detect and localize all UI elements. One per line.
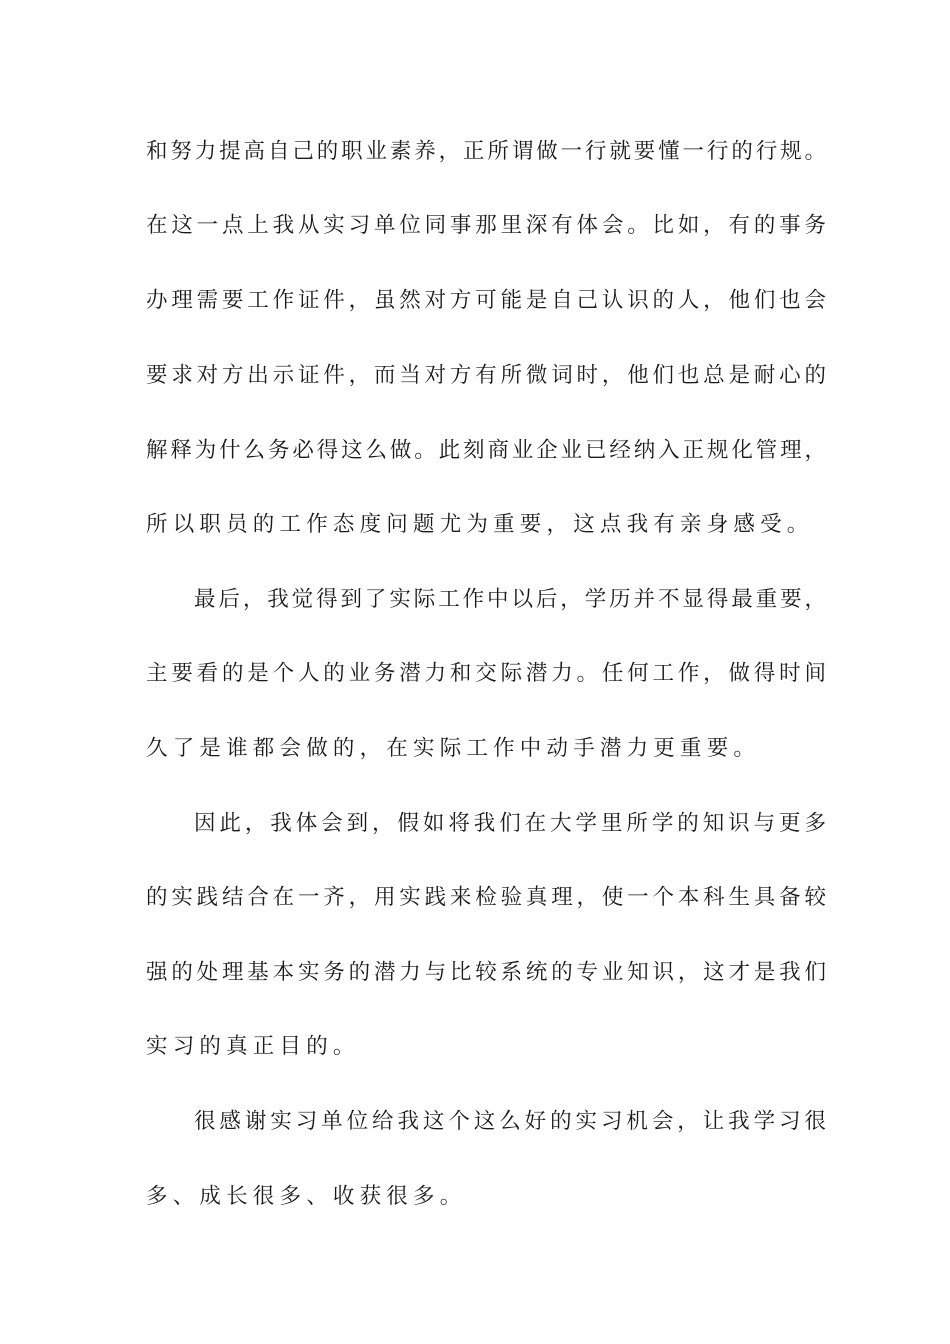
text-line-13: 实习的真正目的。 — [146, 1034, 360, 1059]
text-line-15: 多、成长很多、收获很多。 — [146, 1184, 467, 1209]
text-line-6: 所以职员的工作态度问题尤为重要，这点我有亲身感受。 — [146, 512, 814, 537]
text-line-11: 的实践结合在一齐，用实践来检验真理，使一个本科生具备较 — [146, 885, 826, 910]
text-line-3: 办理需要工作证件，虽然对方可能是自己认识的人，他们也会 — [146, 288, 826, 313]
text-line-5: 解释为什么务必得这么做。此刻商业企业已经纳入正规化管理， — [146, 438, 826, 463]
text-line-8: 主要看的是个人的业务潜力和交际潜力。任何工作，做得时间 — [146, 661, 826, 686]
text-line-7: 最后，我觉得到了实际工作中以后，学历并不显得最重要， — [194, 587, 826, 612]
text-line-4: 要求对方出示证件，而当对方有所微词时，他们也总是耐心的 — [146, 363, 826, 388]
text-line-12: 强的处理基本实务的潜力与比较系统的专业知识，这才是我们 — [146, 960, 826, 985]
text-line-14: 很感谢实习单位给我这个这么好的实习机会，让我学习很 — [194, 1109, 826, 1134]
text-line-1: 和努力提高自己的职业素养，正所谓做一行就要懂一行的行规。 — [146, 139, 826, 164]
text-line-9: 久了是谁都会做的，在实际工作中动手潜力更重要。 — [146, 736, 761, 761]
text-line-2: 在这一点上我从实习单位同事那里深有体会。比如，有的事务 — [146, 213, 826, 238]
text-line-10: 因此，我体会到，假如将我们在大学里所学的知识与更多 — [194, 811, 826, 836]
